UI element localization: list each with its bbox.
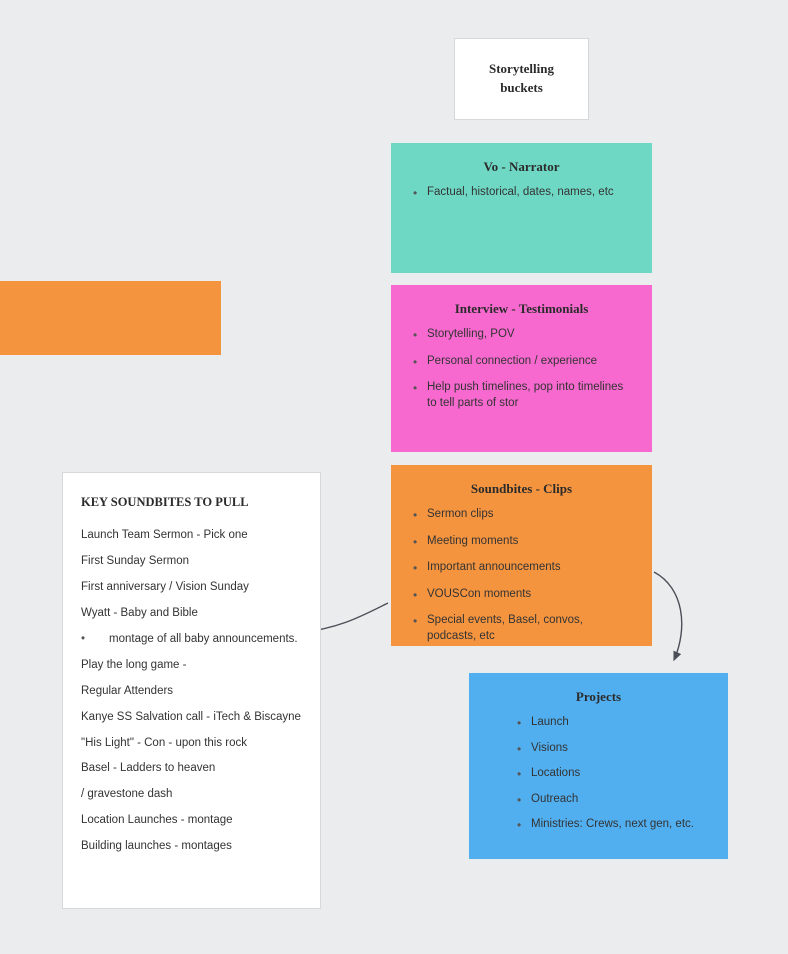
- node-projects[interactable]: [469, 673, 728, 859]
- list-item: • Storytelling, POV: [427, 327, 634, 343]
- title-card-line2: buckets: [500, 80, 543, 95]
- list-item: • Meeting moments: [427, 534, 634, 550]
- node-vo-narrator[interactable]: [391, 143, 652, 273]
- connector-soundbites-to-projects: [654, 572, 682, 660]
- list-item: • Important announcements: [427, 560, 634, 576]
- node-interview-testimonials-title: Interview - Testimonials: [454, 301, 589, 316]
- list-item: First Sunday Sermon: [81, 554, 190, 567]
- list-item: Location Launches - montage: [81, 814, 233, 827]
- list-item: • VOUSCon moments: [427, 587, 634, 603]
- title-card-text: [489, 60, 554, 98]
- node-projects-title: Projects: [575, 689, 622, 704]
- list-item: Regular Attenders: [81, 684, 174, 697]
- list-item: "His Light" - Con - upon this rock: [81, 736, 248, 749]
- list-item: Launch Team Sermon - Pick one: [81, 529, 248, 541]
- list-item: • Help push timelines, pop into timelines to tell parts of stor: [427, 380, 634, 411]
- node-soundbites-clips-title: Soundbites - Clips: [470, 481, 573, 496]
- list-item: Building launches - montages: [81, 840, 232, 853]
- list-item: • Outreach: [531, 792, 710, 808]
- key-soundbites-list: [81, 528, 302, 854]
- node-interview-testimonials-list: [405, 327, 638, 411]
- list-item: • Locations: [531, 766, 710, 782]
- list-item: Kanye SS Salvation call - iTech & Biscayne: [81, 710, 301, 723]
- title-card[interactable]: [454, 38, 589, 120]
- node-projects-list: [483, 715, 714, 833]
- list-item: Basel - Ladders to heaven: [81, 762, 216, 775]
- list-item: • Ministries: Crews, next gen, etc.: [531, 817, 710, 833]
- key-soundbites-card[interactable]: [62, 472, 321, 909]
- node-vo-narrator-title: Vo - Narrator: [483, 159, 560, 174]
- node-vo-narrator-list: [405, 185, 638, 201]
- list-item: • Launch: [531, 715, 710, 731]
- list-item: First anniversary / Vision Sunday: [81, 580, 249, 593]
- list-item: / gravestone dash: [81, 788, 173, 801]
- list-item: • Special events, Basel, convos, podcasts, etc: [427, 613, 634, 644]
- list-item: • Personal connection / experience: [427, 354, 634, 370]
- list-item: Play the long game -: [81, 658, 187, 671]
- list-item: Wyatt - Baby and Bible: [81, 606, 198, 619]
- list-item: • Sermon clips: [427, 507, 634, 523]
- node-soundbites-clips-list: [405, 507, 638, 644]
- list-item: • Factual, historical, dates, names, etc: [427, 185, 634, 201]
- list-item: • Visions: [531, 741, 710, 757]
- title-card-line1: Storytelling: [489, 61, 554, 77]
- key-soundbites-title: KEY SOUNDBITES TO PULL: [81, 495, 249, 509]
- node-interview-testimonials[interactable]: [391, 285, 652, 452]
- list-item: • montage of all baby announcements.: [81, 632, 302, 647]
- node-soundbites-clips[interactable]: [391, 465, 652, 646]
- orange-offscreen-box[interactable]: [0, 281, 221, 355]
